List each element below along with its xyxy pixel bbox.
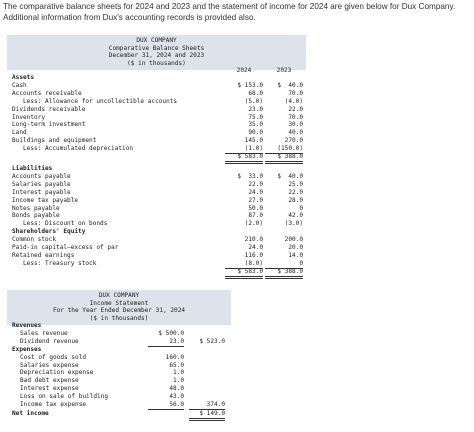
revenue-value: $ 500.0 xyxy=(158,329,184,337)
asset-row-label: Buildings and equipment xyxy=(12,137,97,145)
asset-row-label: Accounts receivable xyxy=(12,89,82,97)
liability-row-label: Interest payable xyxy=(12,188,71,196)
expense-label: Depreciation expense xyxy=(20,369,94,377)
equity-row-2023: 20.0 xyxy=(288,244,303,251)
expense-value: 43.0 xyxy=(169,393,184,401)
asset-row-2023: 30.0 xyxy=(288,121,303,129)
liability-row-2023: $ 40.0 xyxy=(277,172,303,180)
equity-row-2024: 210.0 xyxy=(244,236,263,244)
asset-row-2024: 68.0 xyxy=(248,89,263,97)
bs-col-header-2023: 2023 xyxy=(276,67,292,74)
asset-row-2024: $ 153.0 xyxy=(237,81,263,89)
expense-value: 48.0 xyxy=(169,385,184,393)
income-statement-header xyxy=(7,290,231,325)
asset-row-label: Less: Accumulated depreciation xyxy=(12,145,134,153)
bs-dates: December 31, 2024 and 2023 xyxy=(108,52,205,60)
liability-row-2023: 0 xyxy=(299,204,303,212)
asset-row-2024: 90.0 xyxy=(248,129,263,137)
liability-row-2024: 87.0 xyxy=(248,212,263,220)
revenues-total: $ 523.0 xyxy=(199,337,225,345)
revenue-label: Dividend revenue xyxy=(20,337,79,345)
equity-row-label: Common stock xyxy=(12,236,57,244)
asset-row-label: Land xyxy=(12,129,27,137)
asset-row-2023: (150.0) xyxy=(265,145,303,154)
asset-row-label: Dividends receivable xyxy=(12,105,86,113)
equity-row-2023: 0 xyxy=(265,260,303,269)
assets-total-2024: $ 583.0 xyxy=(225,153,263,164)
liabilities-equity-total-2024: $ 583.0 xyxy=(225,268,263,279)
intro-text: The comparative balance sheets for 2024 and 2023 and the statement of income for 2024 are given below for Dux Company. Additional information from Dux's accounting records is provided also. xyxy=(3,2,456,22)
liabilities-equity-total-2023: $ 388.0 xyxy=(265,268,303,279)
expense-label: Loss on sale of building xyxy=(20,393,109,401)
liability-row-2023: 28.0 xyxy=(288,196,303,204)
balance-sheet-header xyxy=(7,35,306,70)
expense-label: Bad debt expense xyxy=(20,377,79,385)
revenues-heading: Revenues xyxy=(12,322,42,329)
liability-row-label: Bonds payable xyxy=(12,212,60,220)
expense-label: Income tax expense xyxy=(20,401,87,408)
expense-value: 56.0 xyxy=(148,401,184,410)
is-period: For the Year Ended December 31, 2024 xyxy=(52,307,186,315)
liability-row-2024: $ 33.0 xyxy=(237,172,263,180)
asset-row-label: Inventory xyxy=(12,113,46,121)
asset-row-2024: 145.0 xyxy=(244,137,263,145)
asset-row-2024: (5.0) xyxy=(244,97,263,105)
equity-row-label: Paid-in capital—excess of par xyxy=(12,244,119,251)
bs-units: ($ in thousands) xyxy=(127,59,186,67)
equity-row-label: Retained earnings xyxy=(12,251,75,259)
liability-row-label: Notes payable xyxy=(12,204,60,212)
expense-value: 160.0 xyxy=(165,353,184,361)
equity-row-2023: 200.0 xyxy=(284,236,303,244)
expense-value: 1.0 xyxy=(172,369,184,377)
liability-row-2024: 50.0 xyxy=(248,204,263,212)
equity-row-2024: 116.0 xyxy=(244,251,263,259)
equity-row-label: Less: Treasury stock xyxy=(12,259,97,267)
expenses-total: 374.0 xyxy=(189,401,225,410)
liability-row-2024: (2.0) xyxy=(244,220,263,228)
liability-row-label: Accounts payable xyxy=(12,172,71,180)
expense-label: Interest expense xyxy=(20,385,79,393)
asset-row-2023: 270.0 xyxy=(284,137,303,145)
asset-row-2023: 40.0 xyxy=(288,129,303,137)
liabilities-heading: Liabilities xyxy=(12,165,53,172)
liability-row-2023: 22.0 xyxy=(288,188,303,196)
net-income-value: $ 149.0 xyxy=(189,410,225,421)
net-income-label: Net income xyxy=(12,409,49,417)
liability-row-2023: (3.0) xyxy=(284,220,303,228)
asset-row-2023: 70.0 xyxy=(288,89,303,97)
liability-row-2023: 42.0 xyxy=(288,212,303,220)
liability-row-2024: 27.0 xyxy=(248,196,263,204)
asset-row-2024: (1.0) xyxy=(225,145,263,154)
expense-value: 65.0 xyxy=(169,361,184,369)
revenue-label: Sales revenue xyxy=(20,329,68,337)
equity-row-2024: 24.0 xyxy=(248,244,263,251)
equity-heading: Shareholders' Equity xyxy=(12,228,86,236)
asset-row-label: Long-term investment xyxy=(12,121,86,129)
expenses-heading: Expenses xyxy=(12,345,42,353)
asset-row-2024: 75.0 xyxy=(248,113,263,121)
bs-company-name: DUX COMPANY xyxy=(136,37,177,44)
equity-row-2024: (8.0) xyxy=(225,260,263,269)
asset-row-2023: 70.0 xyxy=(288,113,303,121)
liability-row-label: Less: Discount on bonds xyxy=(12,220,108,228)
liability-row-2024: 24.0 xyxy=(248,188,263,196)
expense-label: Cost of goods sold xyxy=(20,353,87,361)
equity-row-2023: 14.0 xyxy=(288,251,303,259)
is-units: ($ in thousands) xyxy=(89,314,149,322)
asset-row-2023: $ 40.0 xyxy=(277,81,303,89)
asset-row-2024: 35.0 xyxy=(248,121,263,129)
bs-col-header-2024: 2024 xyxy=(236,67,252,74)
asset-row-label: Less: Allowance for uncollectible accounts xyxy=(12,97,178,105)
is-title: Income Statement xyxy=(89,299,149,307)
liability-row-2023: 25.0 xyxy=(288,180,303,188)
asset-row-2023: 22.0 xyxy=(288,105,303,113)
liability-row-2024: 22.0 xyxy=(248,180,263,188)
liability-row-label: Income tax payable xyxy=(12,196,79,204)
expense-value: 1.0 xyxy=(172,377,184,385)
bs-title: Comparative Balance Sheets xyxy=(108,44,205,52)
revenue-value: 23.0 xyxy=(148,338,184,347)
asset-row-2024: 23.0 xyxy=(248,105,263,113)
is-company-name: DUX COMPANY xyxy=(98,292,140,299)
assets-total-2023: $ 388.0 xyxy=(265,153,303,164)
assets-heading: Assets xyxy=(12,74,35,81)
asset-row-2023: (4.0) xyxy=(284,97,303,105)
liability-row-label: Salaries payable xyxy=(12,180,71,188)
asset-row-label: Cash xyxy=(12,81,27,89)
expense-label: Salaries expense xyxy=(20,361,79,369)
